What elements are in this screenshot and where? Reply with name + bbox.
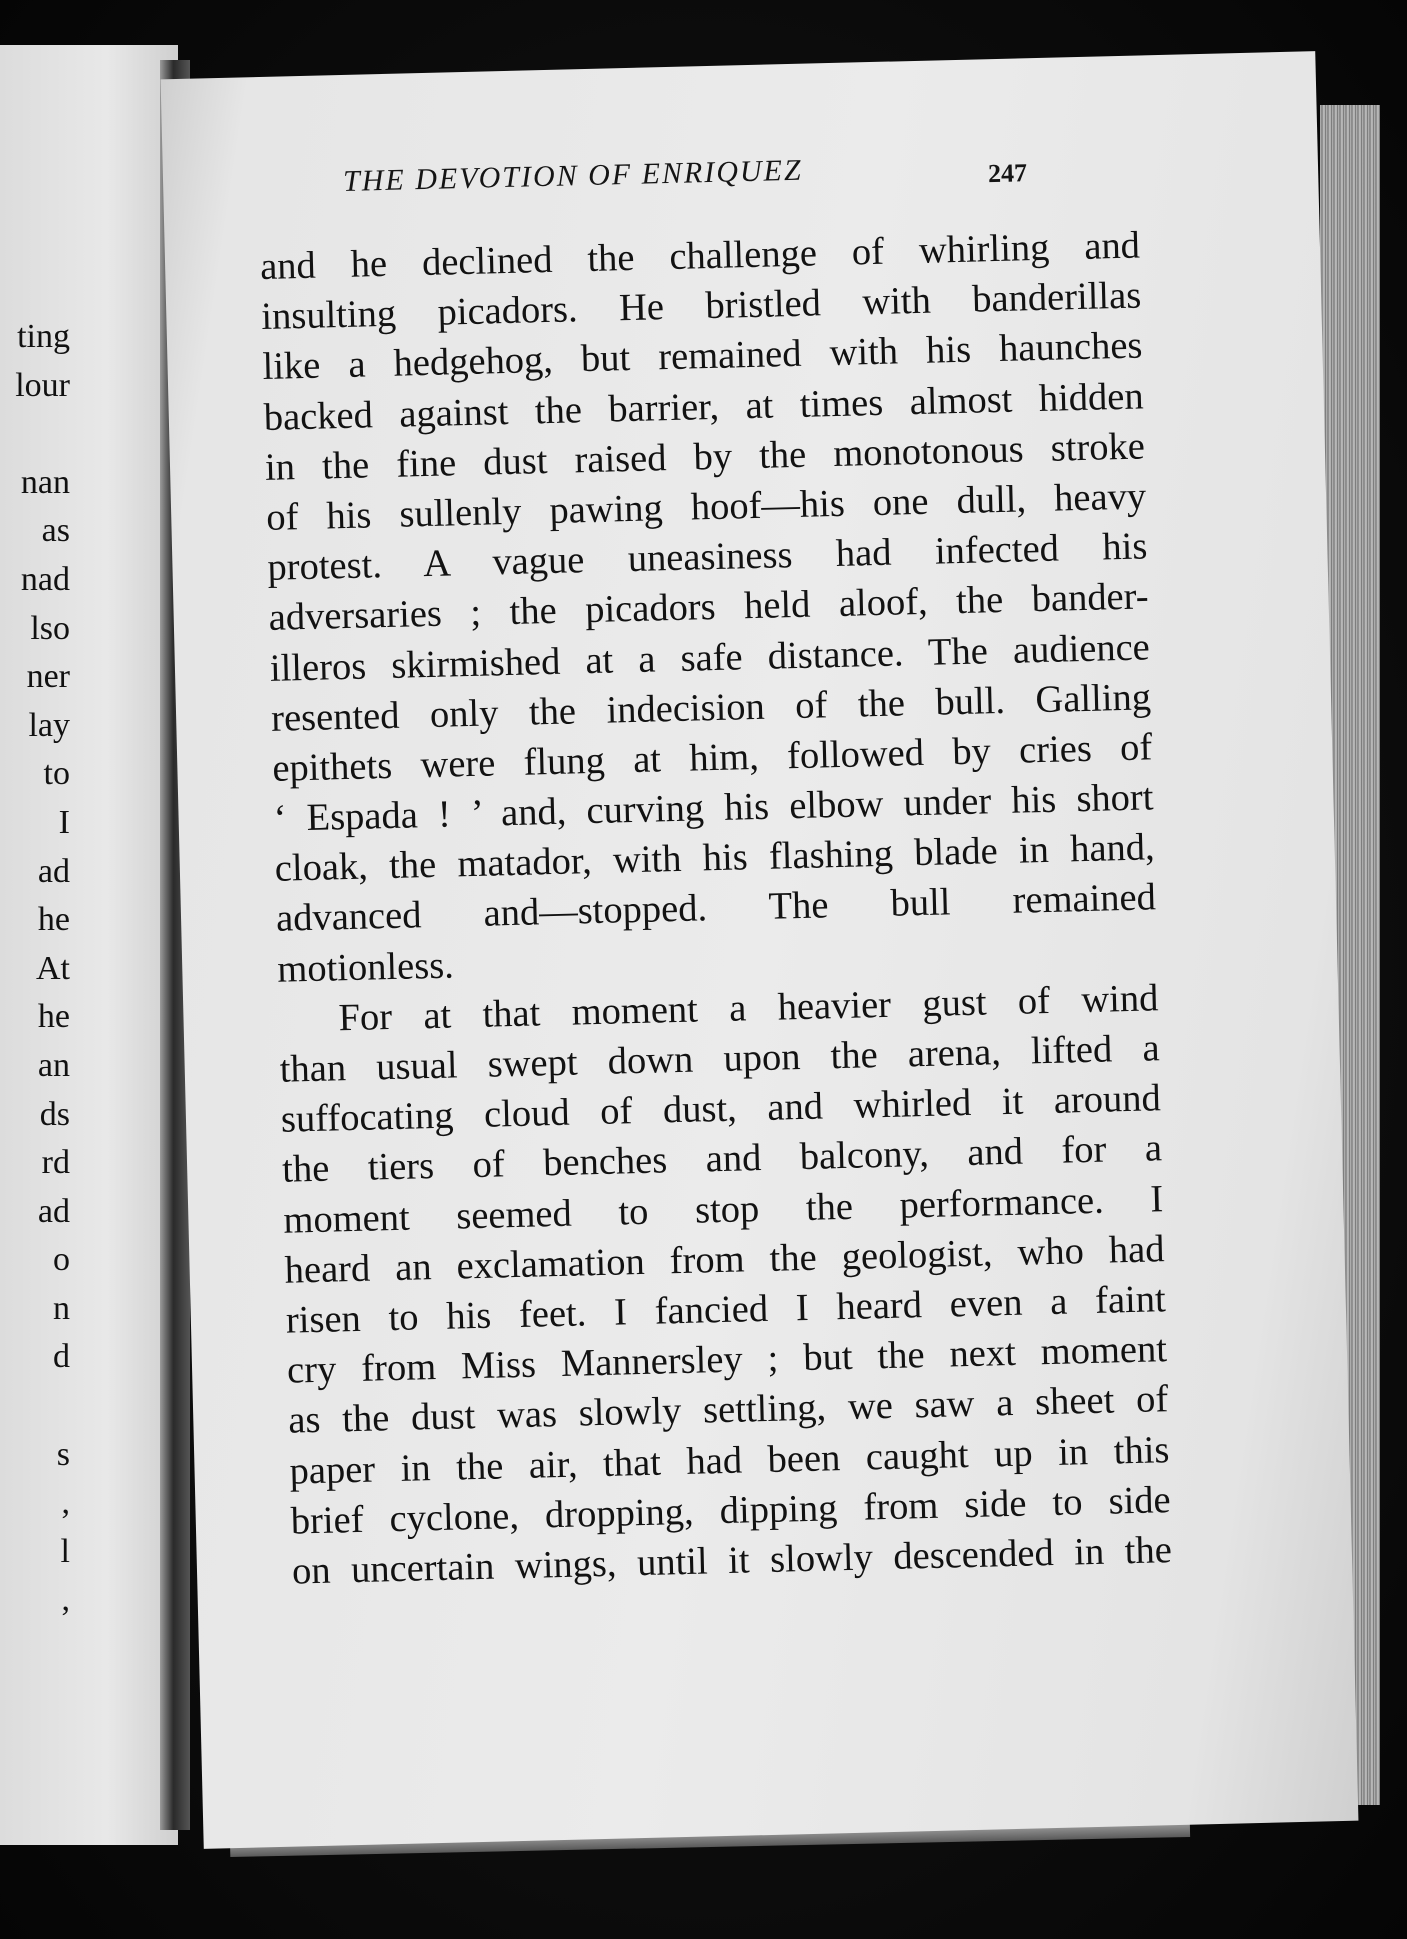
page-number: 247	[987, 158, 1028, 189]
text-line: For at that moment a heavier gust of wind	[338, 977, 1159, 1040]
facing-page	[0, 45, 178, 1845]
text-line: in the fine dust raised by the monotonous stroke	[264, 425, 1146, 489]
facing-line: lay	[28, 706, 70, 744]
facing-line: At	[36, 949, 70, 987]
text-line: cloak, the matador, with his flashing blade in hand,	[274, 826, 1156, 891]
text-line: as the dust was slowly settling, we saw a sheet of	[287, 1378, 1169, 1442]
text-line: suffocating cloud of dust, and whirled it around	[280, 1077, 1162, 1141]
facing-line: l	[60, 1532, 70, 1570]
facing-line: lso	[30, 609, 70, 647]
text-line: epithets were flung at him, followed by cries of	[271, 726, 1153, 790]
text-line: heard an exclamation from the geologist, who had	[284, 1227, 1165, 1292]
facing-line: ad	[37, 1192, 70, 1230]
facing-line: as	[41, 512, 70, 550]
facing-line: to	[43, 755, 70, 793]
body-text	[260, 221, 1173, 1597]
running-head: THE DEVOTION OF ENRIQUEZ	[342, 153, 803, 198]
facing-line: d	[53, 1338, 70, 1376]
text-line: the tiers of benches and balcony, and for a	[281, 1127, 1163, 1192]
facing-line: ting	[17, 318, 70, 355]
text-line: and he declined the challenge of whirling and	[259, 224, 1141, 288]
text-line: like a hedgehog, but remained with his haunches	[262, 324, 1143, 389]
book-page	[161, 51, 1359, 1849]
facing-line: I	[58, 803, 70, 841]
text-line: protest. A vague uneasiness had infected his	[267, 525, 1148, 590]
facing-line: he	[37, 998, 70, 1036]
facing-line: lour	[15, 366, 70, 404]
facing-line: an	[37, 1046, 70, 1084]
text-line: moment seemed to stop the performance. I	[282, 1177, 1164, 1242]
facing-line: ner	[26, 658, 70, 696]
text-line: cry from Miss Mannersley ; but the next moment	[286, 1328, 1168, 1392]
facing-line: he	[37, 901, 70, 939]
facing-line: o	[53, 1241, 70, 1279]
text-line: than usual swept down upon the arena, lifted a	[279, 1027, 1161, 1091]
text-line: illeros skirmished at a safe distance. The audience	[269, 625, 1151, 690]
facing-line: ds	[39, 1095, 70, 1133]
facing-line: nad	[20, 560, 70, 598]
text-line: on uncertain wings, until it slowly descended in the	[291, 1528, 1173, 1593]
facing-line: s	[56, 1435, 70, 1473]
facing-line: n	[53, 1289, 70, 1327]
facing-line: ad	[37, 852, 70, 890]
facing-line	[0, 1382, 70, 1431]
text-line: resented only the indecision of the bull. Galling	[270, 676, 1152, 740]
facing-line: ,	[61, 1484, 70, 1522]
text-line: brief cyclone, dropping, dipping from side to side	[290, 1478, 1172, 1543]
text-line: of his sullenly pawing hoof—his one dull, heavy	[265, 475, 1147, 539]
text-line: motionless.	[276, 944, 455, 991]
facing-line: ,	[61, 1581, 70, 1619]
facing-line: nan	[20, 463, 70, 501]
text-line: ‘ Espada ! ’ and, curving his elbow under his short	[273, 776, 1154, 840]
facing-line	[0, 410, 70, 459]
text-line: risen to his feet. I fancied I heard even a faint	[285, 1278, 1167, 1342]
facing-page-text	[0, 313, 70, 1625]
text-line: insulting picadors. He bristled with banderillas	[260, 274, 1142, 339]
text-line: advanced and—stopped. The bull remained	[275, 876, 1157, 941]
text-line: paper in the air, that had been caught up in this	[289, 1428, 1170, 1493]
facing-line: rd	[41, 1144, 70, 1182]
text-line: backed against the barrier, at times almost hidden	[263, 375, 1145, 439]
text-line: adversaries ; the picadors held aloof, the bander-	[268, 575, 1149, 640]
